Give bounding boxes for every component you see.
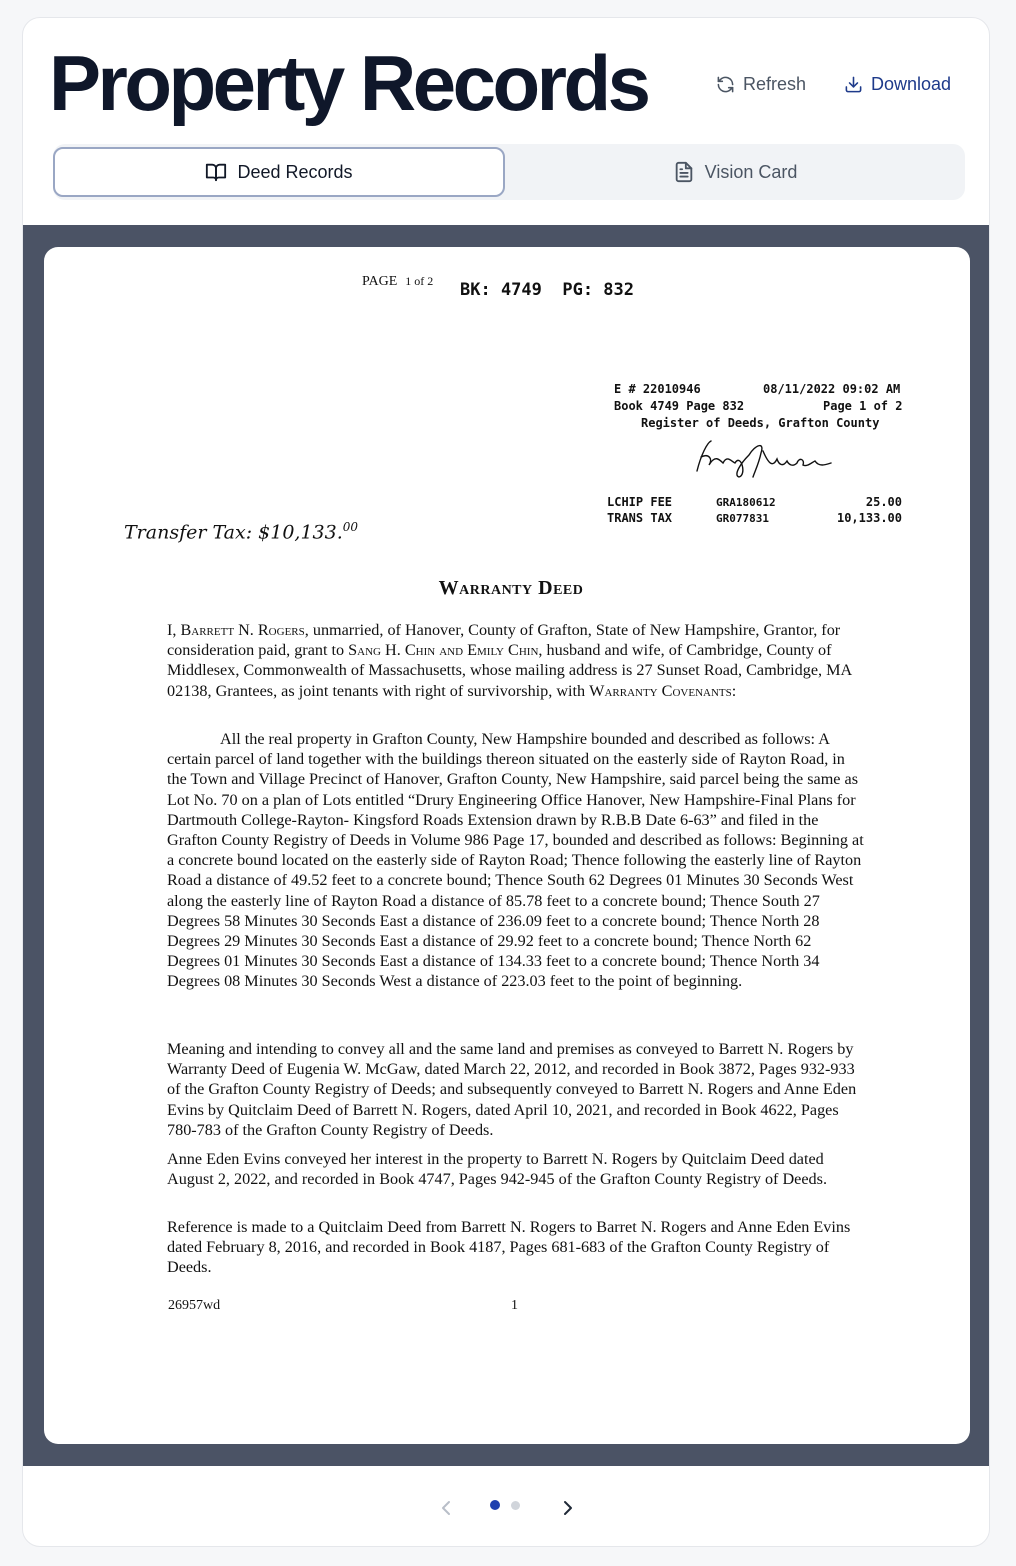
handwritten-transfer-tax bbox=[124, 520, 358, 543]
stamp-book-page: Book 4749 Page 832 bbox=[614, 399, 745, 413]
tab-vision-card[interactable] bbox=[509, 148, 961, 196]
property-records-card bbox=[22, 17, 990, 1547]
register-signature bbox=[689, 435, 839, 480]
page-header bbox=[362, 274, 433, 290]
previous-page-button[interactable] bbox=[434, 1496, 458, 1520]
download-icon bbox=[844, 75, 863, 94]
handwritten-transfer-tax-cents: 00 bbox=[342, 520, 359, 534]
download-button[interactable] bbox=[844, 74, 951, 95]
deed-paragraph-reference: Reference is made to a Quitclaim Deed from Barrett N. Rogers to Barret N. Rogers and Anne Eden Evins dated February 8, 2016, and recorded in Book 4187, Pages 681-683 of the Grafton County Registry of Deeds. bbox=[167, 1218, 851, 1277]
fee-0-amount: 25.00 bbox=[865, 495, 902, 509]
pagination bbox=[23, 1466, 990, 1547]
document-icon bbox=[673, 161, 695, 183]
download-label: Download bbox=[871, 74, 952, 94]
fee-1-name: TRANS TAX bbox=[607, 511, 673, 525]
handwritten-transfer-tax-text: Transfer Tax: $10,133. bbox=[124, 521, 343, 544]
page-title: Property Records bbox=[49, 39, 648, 127]
page-label: PAGE bbox=[362, 274, 398, 289]
stamp-page-of: Page 1 of 2 bbox=[823, 399, 903, 413]
document-viewer[interactable] bbox=[23, 225, 990, 1466]
fee-0-name: LCHIP FEE bbox=[607, 495, 673, 509]
deed-paragraph-meaning: Meaning and intending to convey all and the same land and premises as conveyed to Barrett N. Rogers by Warranty Deed of Eugenia W. McGaw, dated March 22, 2012, and recorded in Book 3872, Pages 932-933 of the Grafton County Registry of Deeds; and subsequently conveyed to Barrett N. Rogers and Anne Eden Evins by Quitclaim Deed of Barrett N. Rogers, dated April 10, 2021, and recorded in Book 4622, Pages 780-783 of the Grafton County Registry of Deeds. bbox=[167, 1040, 857, 1139]
deed-paragraph-description: All the real property in Grafton County, New Hampshire bounded and described as follows: A certain parcel of land together with the buildings thereon situated on the easterly side of Rayton Road, in the Town and Village Precinct of Hanover, Grafton County, New Hampshire, said parcel being the same as Lot No. 70 on a plan of Lots entitled “Drury Engineering Office Hanover, New Hampshire-Final Plans for Dartmouth College-Rayton- Kingsford Roads Extension drawn by R.B.B Date 6-63” and filed in the Grafton County Registry of Deeds in Volume 986 Page 17, bounded and described as follows: Beginning at a concrete bound located on the easterly side of Rayton Road; Thence following the easterly line of Rayton Road a distance of 49.52 feet to a concrete bound; Thence South 62 Degrees 01 Minutes 30 Seconds West along the easterly line of Rayton Road a distance of 85.78 feet to a concrete bound; Thence South 27 Degrees 58 Minutes 30 Seconds East a distance of 236.09 feet to a concrete bound; Thence North 28 Degrees 29 Minutes 30 Seconds East a distance of 29.92 feet to a concrete bound; Thence North 62 Degrees 01 Minutes 30 Seconds East a distance of 134.33 feet to a concrete bound; Thence North 34 Degrees 08 Minutes 30 Seconds West a distance of 223.03 feet to the point of beginning. bbox=[167, 730, 864, 991]
book-page-reference: BK: 4749 PG: 832 bbox=[460, 280, 634, 300]
deed-paragraph-grant: I, Barrett N. Rogers, unmarried, of Hanover, County of Grafton, State of New Hampshire, Grantor, for consideration paid, grant to Sang H. Chin and Emily Chin, husband and wife, of Cambridge, County of Middlesex, Commonwealth of Massachusetts, whose mailing address is 27 Sunset Road, Cambridge, MA 02138, Grantees, as joint tenants with right of survivorship, with Warranty Covenants: bbox=[167, 621, 852, 700]
tab-deed-records-label: Deed Records bbox=[237, 161, 353, 182]
stamp-register: Register of Deeds, Grafton County bbox=[641, 416, 880, 430]
entry-number: E # 22010946 bbox=[614, 382, 701, 396]
fee-0-code: GRA180612 bbox=[716, 496, 776, 509]
document-page-number: 1 bbox=[511, 1298, 518, 1313]
book-open-icon bbox=[205, 161, 227, 183]
page-dot-1[interactable] bbox=[490, 1500, 500, 1510]
page-dot-2[interactable] bbox=[511, 1501, 520, 1510]
fee-1-code: GR077831 bbox=[716, 512, 769, 525]
page-of: 1 of 2 bbox=[405, 274, 434, 288]
entry-datetime: 08/11/2022 09:02 AM bbox=[763, 382, 901, 396]
deed-page bbox=[44, 247, 970, 1444]
fee-1-amount: 10,133.00 bbox=[836, 511, 902, 525]
tab-deed-records[interactable] bbox=[53, 147, 505, 197]
refresh-icon bbox=[716, 75, 735, 94]
deed-paragraph-evins: Anne Eden Evins conveyed her interest in the property to Barrett N. Rogers by Quitclaim Deed dated August 2, 2022, and recorded in Book 4747, Pages 942-945 of the Grafton County Registry of Deeds. bbox=[167, 1150, 827, 1189]
refresh-label: Refresh bbox=[743, 74, 807, 94]
deed-title: Warranty Deed bbox=[438, 577, 584, 599]
refresh-button[interactable] bbox=[716, 74, 806, 95]
next-page-button[interactable] bbox=[556, 1496, 580, 1520]
tab-vision-card-label: Vision Card bbox=[704, 161, 798, 182]
document-code: 26957wd bbox=[168, 1298, 221, 1313]
record-tabs bbox=[53, 144, 965, 200]
